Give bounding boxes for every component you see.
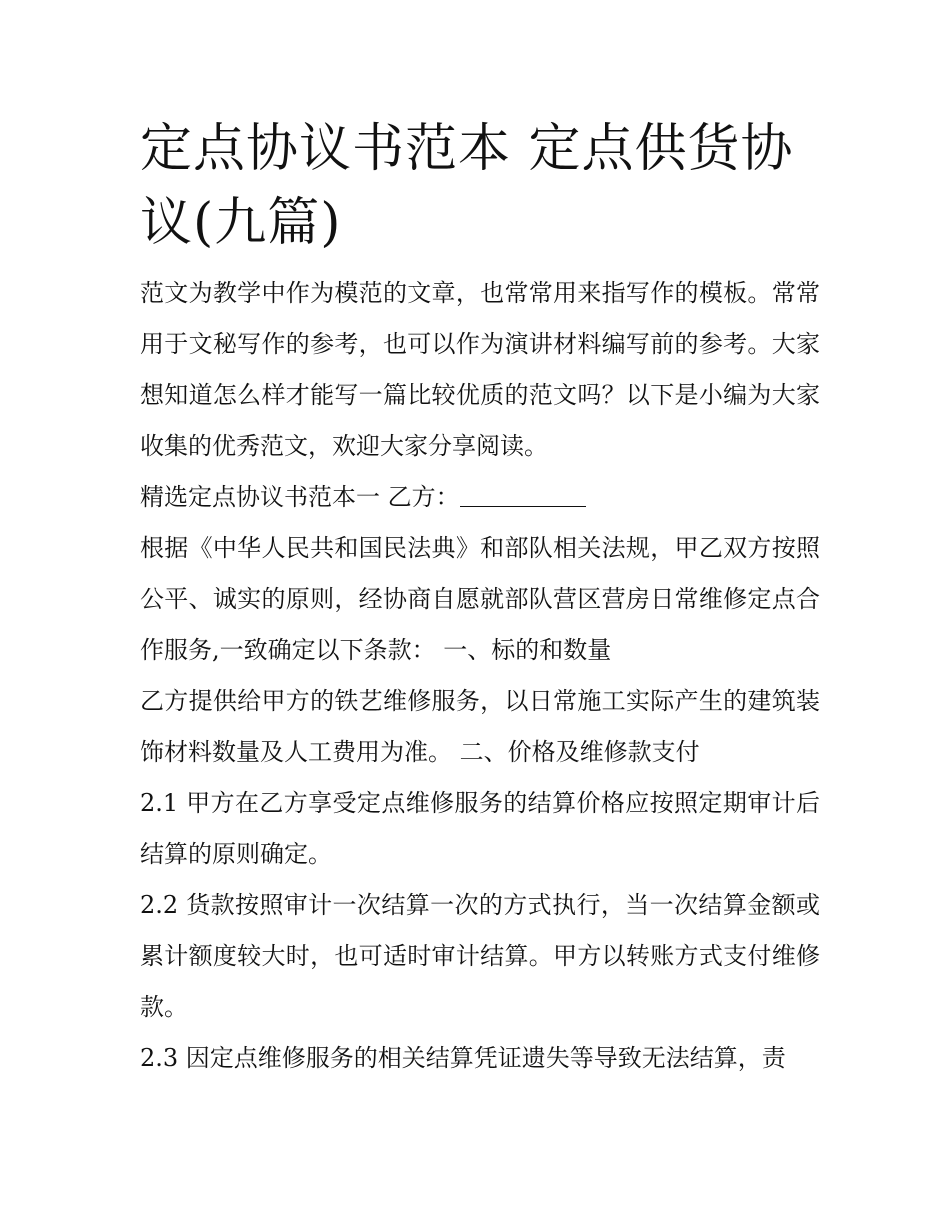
paragraph-2-1: 2.1 甲方在乙方享受定点维修服务的结算价格应按照定期审计后结算的原则确定。 bbox=[140, 789, 820, 868]
paragraph-2: 乙方提供给甲方的铁艺维修服务，以日常施工实际产生的建筑装饰材料数量及人工费用为准。 二、价格及维修款支付 bbox=[140, 687, 820, 766]
paragraph-2-3: 2.3 因定点维修服务的相关结算凭证遗失等导致无法结算，责 bbox=[140, 1044, 786, 1072]
document-page bbox=[140, 112, 820, 1084]
intro-paragraph: 范文为教学中作为模范的文章，也常常用来指写作的模板。常常用于文秘写作的参考，也可以作为演讲材料编写前的参考。大家想知道怎么样才能写一篇比较优质的范文吗？以下是小编为大家收集的优秀范文，欢迎大家分享阅读。 bbox=[140, 279, 820, 460]
blank-line bbox=[460, 478, 586, 507]
paragraph-2-2: 2.2 货款按照审计一次结算一次的方式执行，当一次结算金额或累计额度较大时，也可适时审计结算。甲方以转账方式支付维修款。 bbox=[140, 891, 820, 1021]
paragraph-1: 根据《中华人民共和国民法典》和部队相关法规，甲乙双方按照公平、诚实的原则，经协商自愿就部队营区营房日常维修定点合作服务,一致确定以下条款： 一、标的和数量 bbox=[140, 534, 820, 664]
section-heading bbox=[140, 472, 820, 523]
document-title: 定点协议书范本 定点供货协议(九篇) bbox=[140, 119, 794, 253]
section-heading-text: 精选定点协议书范本一 乙方： bbox=[140, 483, 460, 511]
